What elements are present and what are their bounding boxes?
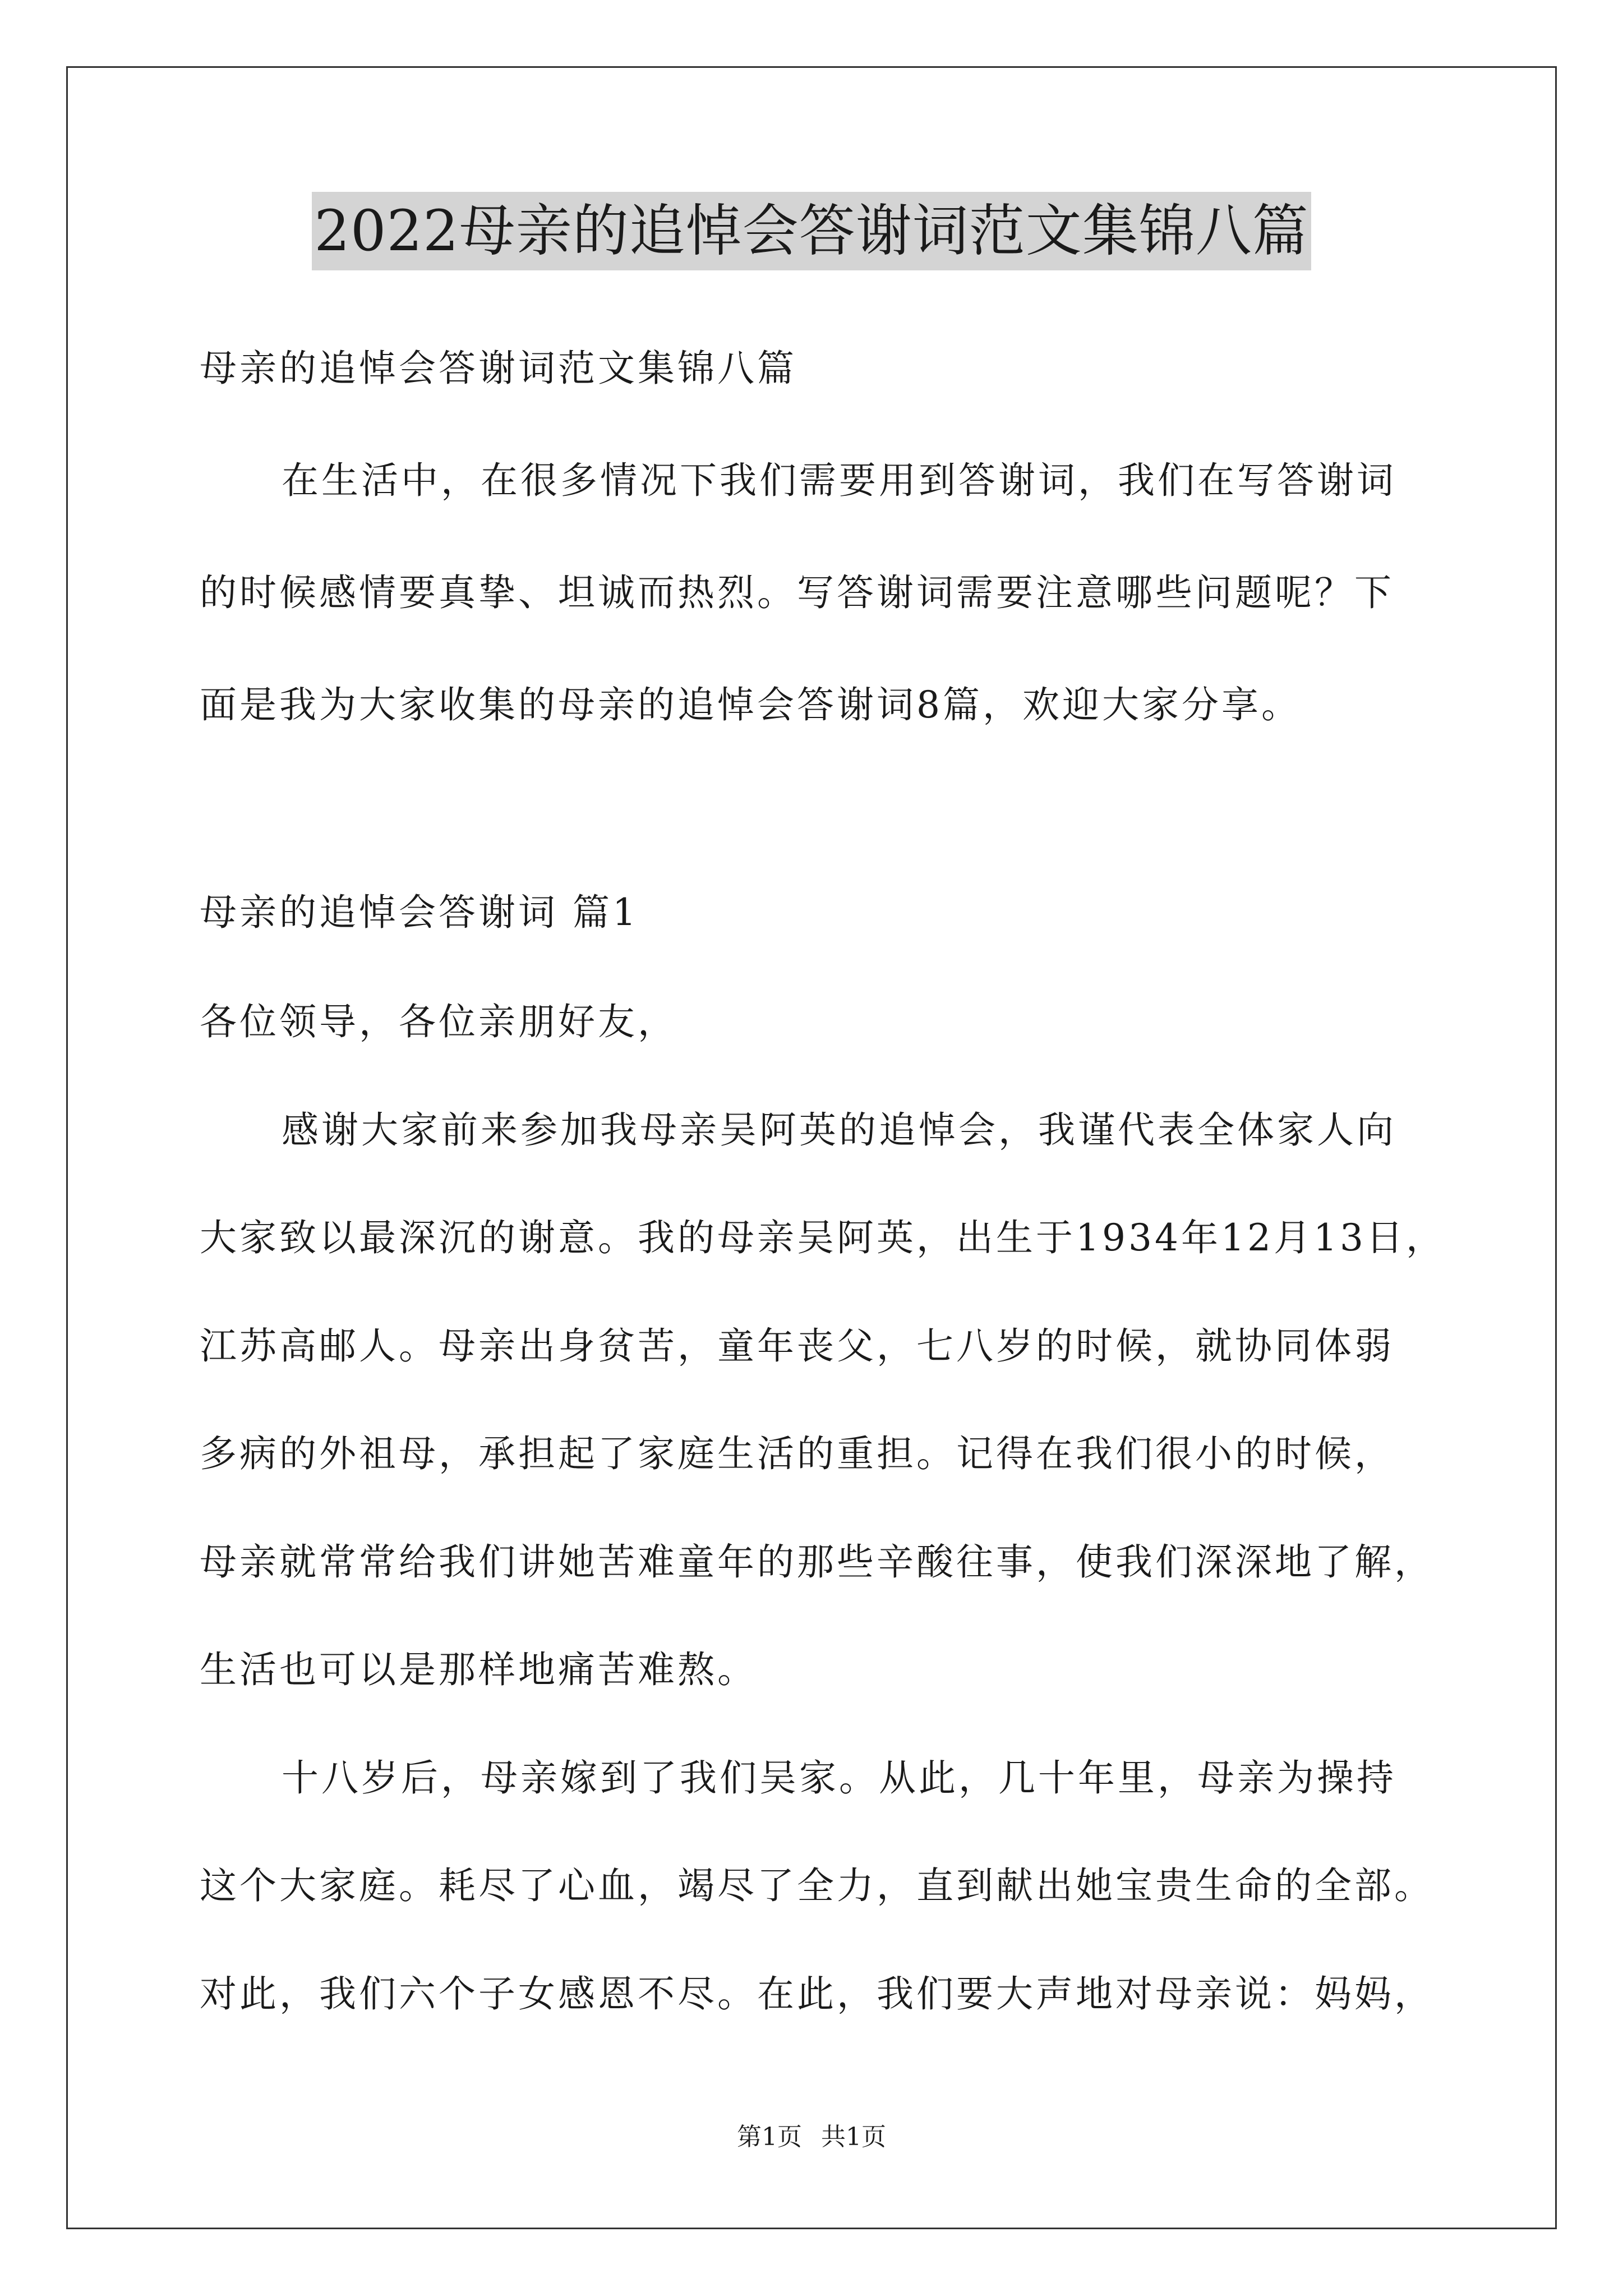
paragraph-line: 大家致以最深沉的谢意。我的母亲吴阿英，出生于1934年12月13日， <box>200 1216 1446 1259</box>
page-total: 共1页 <box>821 2123 886 2151</box>
paragraph-line: 多病的外祖母，承担起了家庭生活的重担。记得在我们很小的时候， <box>200 1432 1394 1475</box>
paragraph-line: 母亲就常常给我们讲她苦难童年的那些辛酸往事，使我们深深地了解， <box>200 1540 1434 1584</box>
paragraph-line: 对此，我们六个子女感恩不尽。在此，我们要大声地对母亲说：妈妈， <box>200 1972 1434 2016</box>
title-container <box>0 192 1623 270</box>
paragraph-line: 十八岁后，母亲嫁到了我们吴家。从此，几十年里，母亲为操持 <box>282 1756 1396 1800</box>
salutation-line: 各位领导，各位亲朋好友， <box>200 1000 677 1043</box>
paragraph-line: 感谢大家前来参加我母亲吴阿英的追悼会，我谨代表全体家人向 <box>282 1108 1396 1152</box>
subtitle-line: 母亲的追悼会答谢词范文集锦八篇 <box>200 347 797 390</box>
paragraph-line: 在生活中，在很多情况下我们需要用到答谢词，我们在写答谢词 <box>282 459 1396 502</box>
page-number: 第1页 <box>737 2123 802 2151</box>
page-footer <box>0 2120 1623 2154</box>
paragraph-line: 面是我为大家收集的母亲的追悼会答谢词8篇，欢迎大家分享。 <box>200 683 1301 726</box>
paragraph-line: 生活也可以是那样地痛苦难熬。 <box>200 1648 757 1691</box>
paragraph-line: 这个大家庭。耗尽了心血，竭尽了全力，直到献出她宝贵生命的全部。 <box>200 1864 1434 1907</box>
section-heading: 母亲的追悼会答谢词 篇1 <box>200 891 639 934</box>
document-title: 2022母亲的追悼会答谢词范文集锦八篇 <box>312 192 1311 270</box>
paragraph-line: 的时候感情要真挚、坦诚而热烈。写答谢词需要注意哪些问题呢？下 <box>200 571 1394 614</box>
paragraph-line: 江苏高邮人。母亲出身贫苦，童年丧父，七八岁的时候，就协同体弱 <box>200 1324 1394 1368</box>
